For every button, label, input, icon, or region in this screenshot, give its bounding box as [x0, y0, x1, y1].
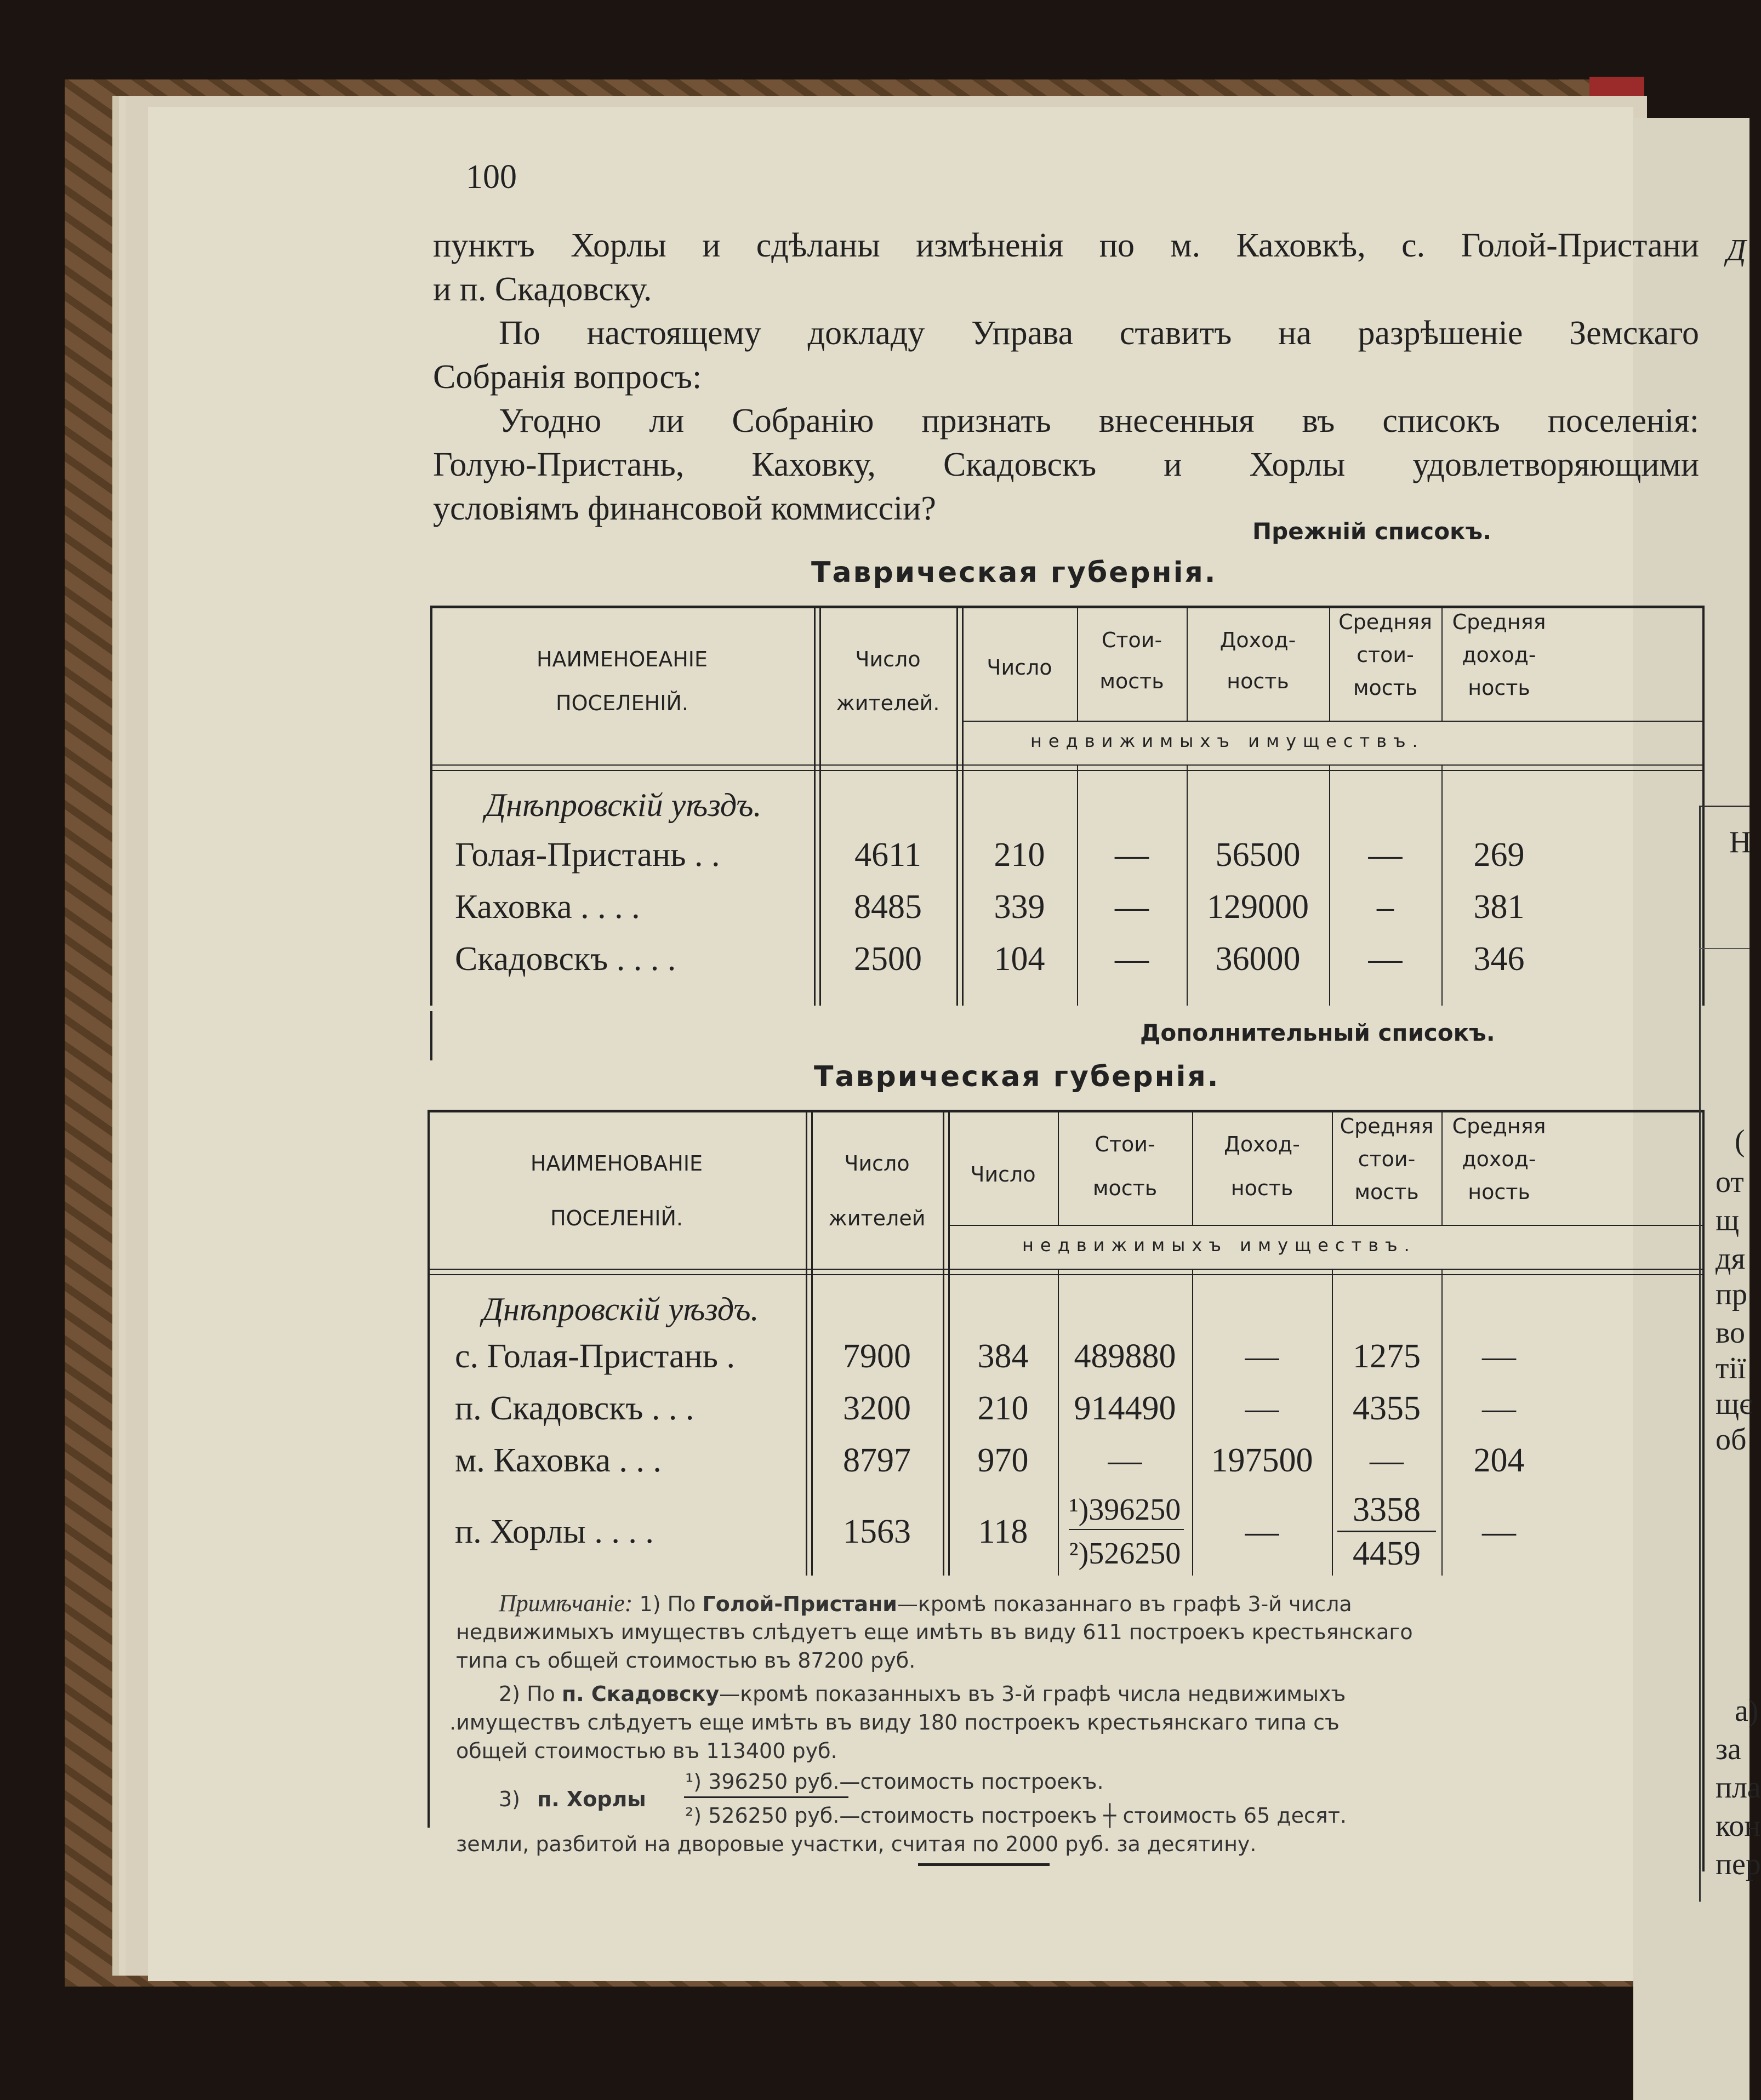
table2-row3-avginc: 204	[1473, 1442, 1525, 1479]
table2-header-income-2: ность	[1230, 1176, 1293, 1200]
table2-row3-income: 197500	[1211, 1442, 1313, 1479]
intro-line-3: По настоящему докладу Управа ставитъ на разрѣшеніе Земскаго	[499, 315, 1699, 352]
table1-title: Таврическая губернія.	[811, 556, 1217, 589]
table2-row1-count: 384	[977, 1338, 1029, 1375]
table1-subheader-line	[962, 721, 1705, 722]
table2-row2-income: —	[1245, 1390, 1279, 1427]
table2	[428, 1110, 1705, 1856]
table2-row4-avginc: —	[1482, 1513, 1516, 1550]
right-fragment-8: во	[1716, 1316, 1746, 1350]
table2-row1-pop: 7900	[843, 1338, 911, 1375]
table2-row2-cost: 914490	[1074, 1390, 1176, 1427]
note-2-line-1	[499, 1680, 1346, 1708]
table2-header-avginc-3: ность	[1468, 1180, 1530, 1204]
table1-header-income-1: Доход-	[1219, 628, 1296, 652]
table2-header-avgcost-2: стои-	[1358, 1147, 1416, 1171]
table2-row3-cost: —	[1108, 1442, 1142, 1479]
intro-line-1: пунктъ Хорлы и сдѣланы измѣненія по м. Каховкѣ, с. Голой-Пристани	[433, 227, 1699, 264]
table1-row2-count: 339	[994, 888, 1045, 926]
table2-row2-avgcost: 4355	[1353, 1390, 1421, 1427]
table1-header-cost-2: мость	[1099, 669, 1164, 693]
right-fragment-14: пла	[1716, 1771, 1761, 1805]
table2-row3-name: м. Каховка . . .	[455, 1442, 662, 1479]
table1-header-bottom-2	[430, 770, 1705, 771]
note-1-prefix: 1) По	[639, 1592, 703, 1616]
table2-header-name-2: ПОСЕЛЕНІЙ.	[550, 1206, 683, 1230]
table1-header-avginc-3: ность	[1468, 676, 1530, 700]
note-2-bold: п. Скадовску	[561, 1682, 720, 1706]
table2-title: Таврическая губернія.	[814, 1060, 1220, 1093]
table1-row2-pop: 8485	[854, 888, 922, 926]
table2-row2-count: 210	[977, 1390, 1029, 1427]
table1-row3-income: 36000	[1215, 940, 1301, 978]
right-fragment-12: а)	[1735, 1694, 1759, 1728]
table1-row3-count: 104	[994, 940, 1045, 978]
right-fragment-5: щ	[1716, 1203, 1740, 1237]
intro-line-4: Собранія вопросъ:	[433, 358, 702, 396]
right-fragment-13: за	[1716, 1732, 1741, 1766]
table2-row1-income: —	[1245, 1338, 1279, 1375]
table1-col-divider-2	[956, 606, 958, 1006]
intro-line-6: Голую-Пристань, Каховку, Скадовскъ и Хорлы удовлетворяющими	[433, 446, 1699, 483]
right-fragment-4: от	[1716, 1165, 1744, 1199]
table1-row3-avgcost: —	[1368, 940, 1403, 978]
table1-header-bottom	[430, 764, 1705, 766]
table2-header-cost-1: Стои-	[1095, 1132, 1155, 1156]
table2-header-pop-2: жителей	[828, 1206, 926, 1230]
table1-left-border-tail	[430, 1011, 432, 1060]
table2-row2-avginc: —	[1482, 1390, 1516, 1427]
table1-header-pop-2: жителей.	[836, 691, 940, 715]
table1-row2-name: Каховка . . . .	[455, 888, 640, 926]
table1-header-cost-1: Стои-	[1101, 628, 1162, 652]
right-fragment-1: Д	[1726, 233, 1746, 267]
table2-row4-avgcost-bottom: 4459	[1353, 1535, 1421, 1572]
intro-line-5: Угодно ли Собранію признать внесенныя въ списокъ поселенія:	[499, 402, 1699, 440]
table2-row4-income: —	[1245, 1513, 1279, 1550]
table1-header-avgcost-2: стои-	[1357, 643, 1414, 667]
table2-row4-count: 118	[978, 1513, 1028, 1550]
table1-header-avginc-2: доход-	[1462, 643, 1536, 667]
table2-col-divider-2	[943, 1110, 944, 1576]
table2-subheader-line	[948, 1225, 1705, 1226]
right-rule-2	[1699, 948, 1749, 949]
right-fragment-15: кон	[1716, 1809, 1761, 1843]
table2-right-border	[1702, 1110, 1705, 1871]
note-1-line-3: типа съ общей стоимостью въ 87200 руб.	[456, 1648, 916, 1673]
right-fragment-3: (	[1735, 1124, 1745, 1158]
table2-row4-avgcost-top: 3358	[1353, 1491, 1421, 1528]
right-fragment-2: Н	[1729, 825, 1752, 859]
table1-header-count: Число	[987, 655, 1052, 680]
note-3-line-3: земли, разбитой на дворовые участки, считая по 2000 руб. за десятину.	[456, 1832, 1257, 1856]
table1-row2-cost: —	[1115, 888, 1149, 926]
note-3-fraction-rule	[684, 1796, 848, 1798]
note-1-line-1	[499, 1589, 1677, 1618]
table2-row3-count: 970	[977, 1442, 1029, 1479]
table1-row1-income: 56500	[1215, 836, 1301, 874]
table1-row3-name: Скадовскъ . . . .	[455, 940, 676, 978]
right-fragment-9: тії	[1716, 1351, 1746, 1385]
right-fragment-7: пр	[1716, 1277, 1747, 1311]
table1-row1-avginc: 269	[1473, 836, 1525, 874]
table2-header-pop-1: Число	[844, 1151, 910, 1175]
table1-district: Днѣпровскій уѣздъ.	[485, 787, 762, 823]
table1-row1-avgcost: —	[1368, 836, 1403, 874]
table2-row4-avgcost-rule	[1337, 1531, 1436, 1532]
note-label: Примѣчаніе:	[499, 1590, 633, 1617]
table2-col-divider-1	[806, 1110, 807, 1576]
table1-header-avgcost-1: Средняя	[1338, 610, 1432, 634]
note-1-rest: —кромѣ показаннаго въ графѣ 3-й числа	[897, 1592, 1352, 1616]
right-fragment-11: об	[1716, 1423, 1747, 1457]
table1-header-property: недвижимыхъ имуществъ.	[1030, 731, 1424, 751]
note-3-top: ¹) 396250 руб.—стоимость построекъ.	[685, 1770, 1104, 1794]
table2-header-avginc-1: Средняя	[1452, 1114, 1546, 1138]
note-2-line-3: общей стоимостью въ 113400 руб.	[456, 1739, 837, 1763]
table2-district: Днѣпровскій уѣздъ.	[482, 1291, 759, 1327]
table1-header-name-1: НАИМЕНОЕАНІЕ	[536, 647, 708, 671]
table1-row1-pop: 4611	[854, 836, 921, 874]
table1-list-label: Прежній списокъ.	[1252, 518, 1492, 545]
table1-row3-avginc: 346	[1473, 940, 1525, 978]
note-3-number: 3)	[499, 1787, 521, 1811]
table1-header-avgcost-3: мость	[1353, 676, 1418, 700]
table2-row4-pop: 1563	[843, 1513, 911, 1550]
note-2-prefix: 2) По	[499, 1682, 562, 1706]
table1-row1-cost: —	[1115, 836, 1149, 874]
table2-row1-avginc: —	[1482, 1338, 1516, 1375]
table2-row4-cost-bottom: ²)526250	[1069, 1537, 1181, 1571]
table1-header-avginc-1: Средняя	[1452, 610, 1546, 634]
table2-row4-cost-rule	[1069, 1529, 1184, 1530]
note-1-bold: Голой-Пристани	[702, 1592, 897, 1616]
table2-header-avgcost-3: мость	[1354, 1180, 1419, 1204]
right-fragment-6: дя	[1716, 1242, 1746, 1276]
note-2-rest: —кромѣ показанныхъ въ 3-й графѣ числа недвижимыхъ	[719, 1682, 1346, 1706]
table2-header-property: недвижимыхъ имуществъ.	[1022, 1235, 1416, 1256]
table2-header-income-1: Доход-	[1224, 1132, 1300, 1156]
table1-row3-cost: —	[1115, 940, 1149, 978]
table1-col-divider-1	[814, 606, 816, 1006]
table1-header-name-2: ПОСЕЛЕНІЙ.	[556, 691, 688, 715]
table2-header-avginc-2: доход-	[1462, 1147, 1536, 1171]
table1-row2-avgcost: –	[1377, 888, 1394, 926]
table1-row1-name: Голая-Пристань . .	[455, 836, 720, 874]
page-number: 100	[466, 158, 517, 196]
closing-rule	[918, 1863, 1050, 1866]
table2-header-bottom-2	[428, 1274, 1705, 1275]
right-fragment-10: щє	[1716, 1387, 1753, 1421]
right-rule-vertical	[1699, 806, 1701, 1902]
right-fragment-16: пер	[1716, 1847, 1761, 1881]
table2-header-name-1: НАИМЕНОВАНІЕ	[530, 1151, 703, 1175]
table1-row2-income: 129000	[1207, 888, 1309, 926]
table2-header-cost-2: мость	[1092, 1176, 1158, 1200]
table1-row1-count: 210	[994, 836, 1045, 874]
table2-row1-name: с. Голая-Пристань .	[455, 1338, 736, 1375]
table2-row2-pop: 3200	[843, 1390, 911, 1427]
book-page	[148, 107, 1699, 1981]
table2-row3-avgcost: —	[1370, 1442, 1404, 1479]
table2-row2-name: п. Скадовскъ . . .	[455, 1390, 694, 1427]
intro-line-2: и п. Скадовску.	[433, 271, 652, 308]
table1-row3-pop: 2500	[854, 940, 922, 978]
table2-header-count: Число	[970, 1162, 1036, 1186]
note-2-line-2: .имуществъ слѣдуетъ еще имѣть въ виду 180 построекъ крестьянскаго типа съ	[449, 1710, 1340, 1734]
table1-header-pop-1: Число	[855, 647, 921, 671]
table1-row2-avginc: 381	[1473, 888, 1525, 926]
note-3-bottom: ²) 526250 руб.—стоимость построекъ ┼ стоимость 65 десят.	[685, 1804, 1347, 1828]
table1-header-income-2: ность	[1227, 669, 1289, 693]
table2-header-bottom	[428, 1269, 1705, 1270]
intro-line-7: условіямъ финансовой коммиссіи?	[433, 490, 936, 527]
table2-row1-avgcost: 1275	[1353, 1338, 1421, 1375]
table2-list-label: Дополнительный списокъ.	[1140, 1019, 1495, 1046]
note-1-line-2: недвижимыхъ имуществъ слѣдуетъ еще имѣть въ виду 611 построекъ крестьянскаго	[456, 1620, 1413, 1644]
note-3-bold: п. Хорлы	[537, 1787, 646, 1811]
right-rule-1	[1699, 806, 1749, 807]
table2-row1-cost: 489880	[1074, 1338, 1176, 1375]
table2-row4-name: п. Хорлы . . . .	[455, 1513, 654, 1550]
table2-row4-cost-top: ¹)396250	[1069, 1493, 1181, 1527]
table2-row3-pop: 8797	[843, 1442, 911, 1479]
table2-header-avgcost-1: Средняя	[1340, 1114, 1434, 1138]
